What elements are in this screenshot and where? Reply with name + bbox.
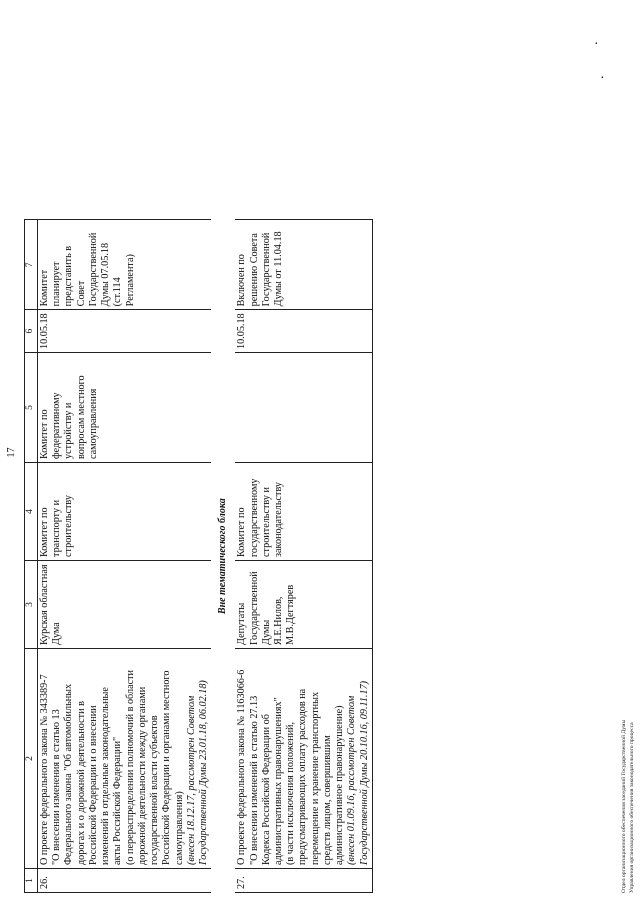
row-number: 26. <box>38 869 212 893</box>
status: Комитет планирует представить в Совет Государственной Думы 07.05.18 (ст.114 Регламента) <box>38 220 212 310</box>
co-executor-committee <box>235 353 372 463</box>
initiator: Курская областная Дума <box>38 561 212 649</box>
row-number: 27. <box>235 869 372 893</box>
bills-table <box>24 219 373 893</box>
bill-note: (внесен 18.12.17, рассмотрен Советом <box>185 695 197 865</box>
column-header: 5 <box>25 353 38 463</box>
initiator: Депутаты Государственной Думы Я.Е.Нилов, М.В.Дегтярев <box>235 561 372 649</box>
column-header: 1 <box>25 869 38 893</box>
bill-title: О проекте федерального закона № 343389-7 "О внесении изменения в статью 13 Федерального закона "Об автомобильных дорогах и о дорожной деятельности в Российской Федерации и о внесении изменений в отдельные законодательные акты Российской Федерации" (о перераспределении полномочий в области дорожной деятельности между органами государственной власти субъектов Российской Федерации и органами местного самоуправления) (внесен 18.12.17, рассмотрен Советом Государственной Думы 23.01.18, 06.02.18) <box>38 649 212 869</box>
table-row <box>235 220 372 893</box>
date: 10.05.18 <box>235 310 372 353</box>
responsible-committee: Комитет по транспорту и строительству <box>38 463 212 561</box>
column-header: 7 <box>25 220 38 310</box>
footer-line: Отдел организационного обеспечения заседаний Государственной Думы <box>621 719 628 893</box>
footer-line: Управления организационного обеспечения законодательного процесса <box>628 722 635 893</box>
bill-note: Государственной Думы 23.01.18, 06.02.18) <box>198 680 210 865</box>
table-row <box>38 220 212 893</box>
responsible-committee: Комитет по государственному строительству и законодательству <box>235 463 372 561</box>
section-row <box>211 220 235 893</box>
date: 10.05.18 <box>38 310 212 353</box>
column-header: 3 <box>25 561 38 649</box>
table-header-row <box>25 220 38 893</box>
scan-speck: · <box>600 71 605 86</box>
bill-title: О проекте федерального закона № 1163066-6 "О внесении изменений в статью 27.13 Кодекса Российской Федерации об административных правонарушениях" (в части исключения положений, предусматривающих оплату расходов на перемещение и хранение транспортных средств лицом, совершившим административное правонарушение) (внесен 01.09.16, рассмотрен Советом Государственной Думы 20.10.16, 09.11.17) <box>235 649 372 869</box>
page-number: 17 <box>6 447 17 458</box>
co-executor-committee: Комитет по федеративному устройству и вопросам местного самоуправления <box>38 353 212 463</box>
bill-note: (внесен 01.09.16, рассмотрен Советом <box>346 695 358 865</box>
scan-speck: · <box>594 37 599 52</box>
bill-note: Государственной Думы 20.10.16, 09.11.17) <box>358 680 370 865</box>
column-header: 6 <box>25 310 38 353</box>
section-label: Вне тематического блока <box>217 498 229 615</box>
column-header: 2 <box>25 649 38 869</box>
footer <box>621 720 636 893</box>
column-header: 4 <box>25 463 38 561</box>
status: Включен по решению Совета Государственной Думы от 11.04.18 <box>235 220 372 310</box>
